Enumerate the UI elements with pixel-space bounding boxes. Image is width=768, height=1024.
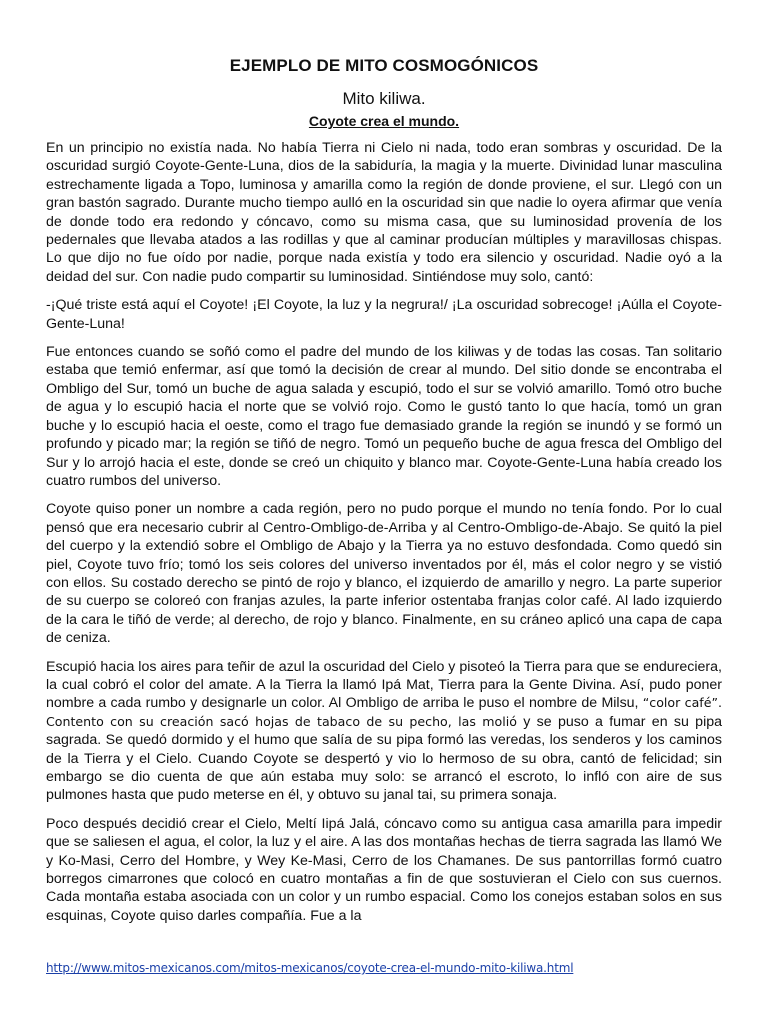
- document-subtitle: Mito kiliwa.: [342, 89, 426, 108]
- paragraph-5: [46, 658, 722, 805]
- paragraph-1: En un principio no existía nada. No había Tierra ni Cielo ni nada, todo eran sombras y oscuridad. De la oscuridad surgió Coyote-Gente-Luna, dios de la sabiduría, la magia y la muerte. Divinidad lunar masculina estrechamente ligada a Topo, luminosa y amarilla como la región de donde proviene, el sur. Llegó con un gran bastón sagrado. Durante mucho tiempo aulló en la oscuridad sin que nadie lo oyera afirmar que venía de donde todo era redondo y cóncavo, como su misma casa, que su luminosidad provenía de los pedernales que llevaba atados a las rodillas y que al caminar producían múltiples y maravillosas chispas. Lo que dijo no fue oído por nadie, porque nada existía y todo era silencio y oscuridad. Nadie oyó a la deidad del sur. Con nadie pudo compartir su luminosidad. Sintiéndose muy solo, cantó:: [46, 140, 722, 285]
- source-link[interactable]: http://www.mitos-mexicanos.com/mitos-mexicanos/coyote-crea-el-mundo-mito-kiliwa.html: [46, 961, 574, 975]
- paragraph-5-part-2: “color café”. Contento con su creación sacó hojas de tabaco de su pecho, las molió: [46, 695, 723, 729]
- story-heading: Coyote crea el mundo.: [308, 113, 460, 129]
- document-page: [46, 0, 722, 1024]
- paragraph-5-part-3: y se puso a fumar en su pipa sagrada. Se quedó dormido y el humo que salía de su pipa formó las veredas, los senderos y los caminos de la Tierra y el Cielo. Cuando Coyote se despertó y vio lo hermoso de su obra, cantó de felicidad; sin embargo se dio cuenta de que aún estaba muy solo: se arrancó el escroto, lo infló con aire de sus pulmones hasta que pudo meterse en él, y obtuvo su janal tai, su primera sonaja.: [46, 713, 723, 804]
- document-title: EJEMPLO DE MITO COSMOGÓNICOS: [229, 56, 539, 75]
- paragraph-5-part-1: Escupió hacia los aires para teñir de azul la oscuridad del Cielo y pisoteó la Tierra para que se endureciera, la cual cobró el color del amate. A la Tierra la llamó Ipá Mat, Tierra para la Gente Divina. Así, pudo poner nombre a cada rumbo y designarle un color. Al Ombligo de arriba le puso el nombre de Milsu,: [46, 658, 722, 712]
- document-body: [46, 139, 722, 935]
- paragraph-3: Fue entonces cuando se soñó como el padre del mundo de los kiliwas y de todas las cosas. Tan solitario estaba que temió enfermar, así que tomó la decisión de crear al mundo. Del sitio donde se encontraba el Ombligo del Sur, tomó un buche de agua salada y escupió, todo el sur se volvió amarillo. Tomó otro buche de agua y lo escupió hacia el norte que se volvió rojo. Como le gustó tanto lo que hacía, tomó un gran buche y lo escupió hacia el oeste, como el trago fue demasiado grande la región se inundó y se formó un profundo y picado mar; la región se tiñó de negro. Tomó un pequeño buche de agua fresca del Ombligo del Sur y lo arrojó hacia el este, donde se creó un chiquito y blanco mar. Coyote-Gente-Luna había creado los cuatro rumbos del universo.: [46, 344, 722, 489]
- paragraph-6: Poco después decidió crear el Cielo, Meltí Iipá Jalá, cóncavo como su antigua casa amarilla para impedir que se saliesen el agua, el color, la luz y el aire. A las dos montañas hechas de tierra sagrada las llamó We y Ko-Masi, Cerro del Hombre, y Wey Ke-Masi, Cerro de los Chamanes. De sus pantorrillas formó cuatro borregos cimarrones que colocó en cuatro montañas a fin de que sostuvieran el Cielo con sus cuernos. Cada montaña estaba asociada con un color y un rumbo espacial. Como los conejos estaban solos en sus esquinas, Coyote quiso darles compañía. Fue a la: [46, 815, 722, 924]
- paragraph-4: Coyote quiso poner un nombre a cada región, pero no pudo porque el mundo no tenía fondo. Por lo cual pensó que era necesario cubrir al Centro-Ombligo-de-Arriba y al Centro-Ombligo-de-Abajo. Se quitó la piel del cuerpo y la extendió sobre el Ombligo de Abajo y la Tierra ya no estuvo desfondada. Como quedó sin piel, Coyote tuvo frío; tomó los seis colores del universo inventados por él, más el color negro y se vistió con ellos. Su costado derecho se pintó de rojo y blanco, el izquierdo de amarillo y negro. La parte superior de su cuerpo se coloreó con franjas azules, la parte inferior ostentaba franjas color café. Al lado izquierdo de la cara le tiñó de verde; al derecho, de rojo y blanco. Finalmente, en su cráneo aplicó una capa de capa de ceniza.: [46, 501, 722, 647]
- paragraph-2: -¡Qué triste está aquí el Coyote! ¡El Coyote, la luz y la negrura!/ ¡La oscuridad sobrecoge! ¡Aúlla el Coyote-Gente-Luna!: [46, 297, 722, 332]
